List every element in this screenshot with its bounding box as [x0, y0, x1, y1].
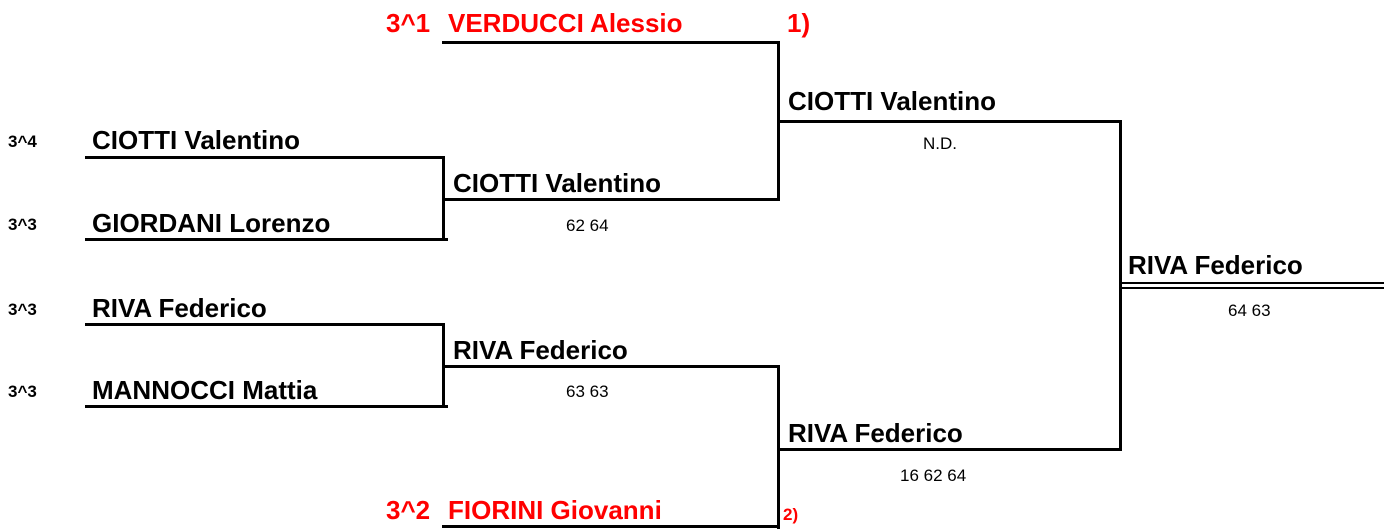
winner-r2-2: RIVA Federico — [453, 335, 628, 365]
bracket-line-r1-1 — [85, 156, 445, 159]
final-score: 64 63 — [1228, 301, 1271, 320]
bracket-line-bye-2 — [442, 525, 780, 528]
bye-tag-2: 2) — [783, 505, 799, 524]
seed-r1-1: 3^4 — [8, 132, 37, 151]
player-r1-4: MANNOCCI Mattia — [92, 375, 318, 405]
bracket-line-final-top — [1122, 282, 1384, 284]
score-r2-2: 63 63 — [566, 382, 609, 401]
winner-sf-1: CIOTTI Valentino — [788, 86, 997, 116]
bye-seed-1: 3^1 — [386, 8, 431, 38]
seed-r1-3: 3^3 — [8, 300, 37, 319]
bracket-line-r1-4 — [85, 405, 448, 408]
bracket-join-r2-b — [777, 365, 780, 529]
bracket-line-r1-3 — [85, 323, 445, 326]
bracket-line-bye-1 — [442, 41, 780, 44]
player-r1-3: RIVA Federico — [92, 293, 267, 323]
score-sf-2: 16 62 64 — [900, 466, 967, 485]
bye-tag-1: 1) — [787, 8, 811, 38]
bye-seed-2: 3^2 — [386, 495, 431, 525]
player-r1-2: GIORDANI Lorenzo — [92, 208, 331, 238]
bye-player-1: VERDUCCI Alessio — [448, 8, 683, 38]
winner-r2-1: CIOTTI Valentino — [453, 168, 662, 198]
player-r1-1: CIOTTI Valentino — [92, 125, 301, 155]
score-sf-1: N.D. — [923, 134, 957, 153]
bracket-line-sf-1 — [777, 120, 1122, 123]
bracket-line-r2-1 — [442, 198, 780, 201]
bracket-line-sf-2 — [777, 448, 1122, 451]
bracket-line-final-bottom — [1122, 287, 1384, 289]
bracket-join-sf — [1119, 120, 1122, 451]
final-winner: RIVA Federico — [1128, 250, 1303, 280]
bye-player-2: FIORINI Giovanni — [448, 495, 662, 525]
winner-sf-2: RIVA Federico — [788, 418, 963, 448]
bracket-line-r1-2 — [85, 238, 448, 241]
seed-r1-4: 3^3 — [8, 382, 37, 401]
score-r2-1: 62 64 — [566, 216, 609, 235]
bracket-line-r2-2 — [442, 365, 780, 368]
seed-r1-2: 3^3 — [8, 215, 37, 234]
